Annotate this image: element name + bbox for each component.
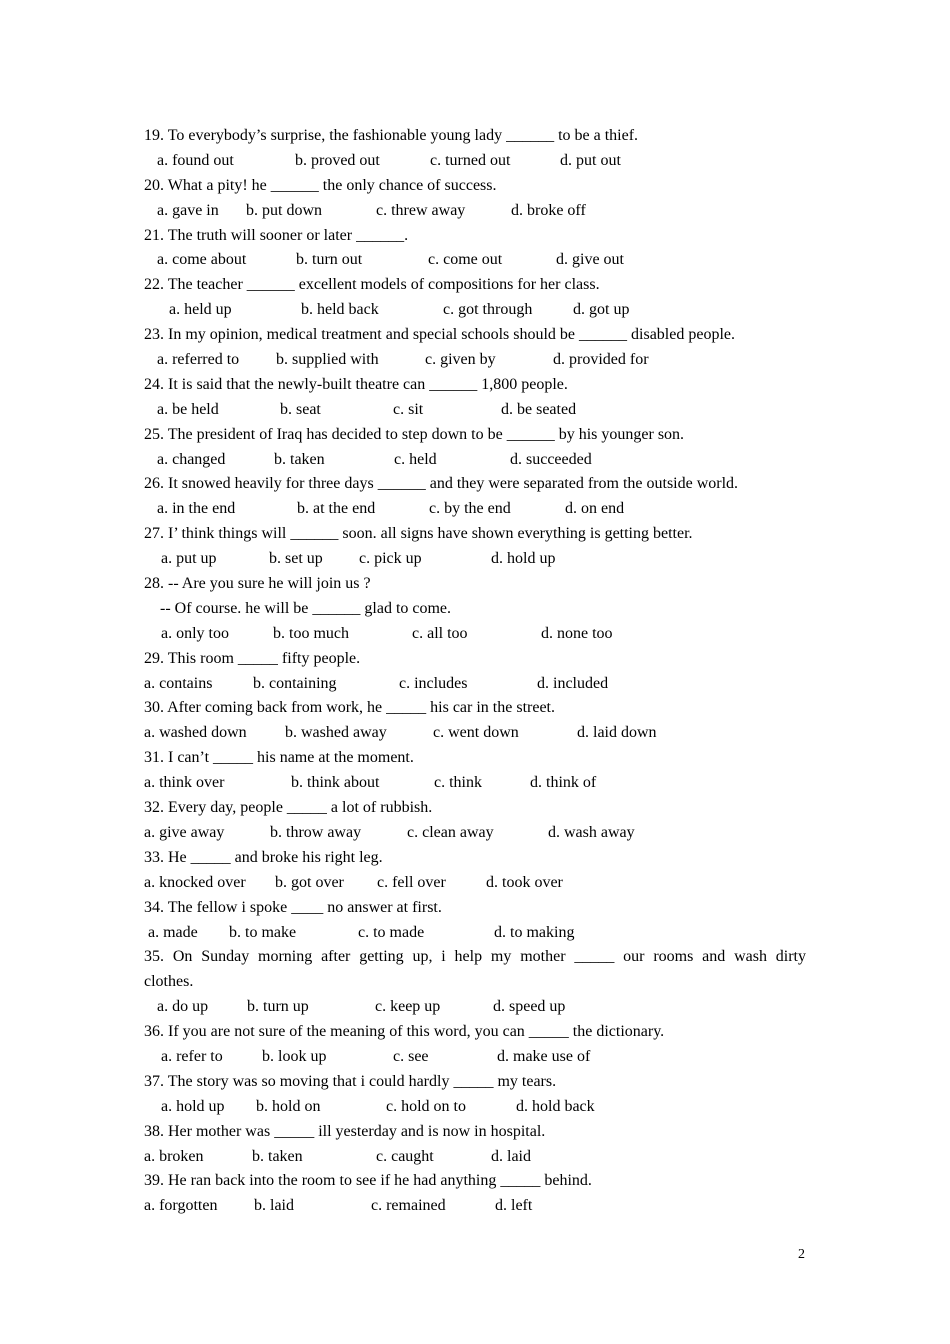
option-b: b. turn up xyxy=(247,998,309,1016)
option-a: a. changed xyxy=(157,450,226,468)
option-d: d. broke off xyxy=(511,201,586,219)
option-d: d. hold back xyxy=(516,1097,595,1115)
option-a: a. in the end xyxy=(157,500,236,518)
question-stem: 32. Every day, people _____ a lot of rubbish. xyxy=(144,799,433,817)
option-d: d. speed up xyxy=(493,998,566,1016)
option-d: d. succeeded xyxy=(510,450,592,468)
options-row xyxy=(144,497,806,522)
options-row xyxy=(144,398,806,423)
options-row xyxy=(144,248,806,273)
option-a: a. gave in xyxy=(157,201,219,219)
question-stem: 38. Her mother was _____ ill yesterday and is now in hospital. xyxy=(144,1122,546,1140)
option-c: c. remained xyxy=(371,1197,446,1215)
option-b: b. throw away xyxy=(270,823,362,841)
option-d: d. laid xyxy=(491,1147,531,1165)
option-b: b. got over xyxy=(275,873,344,891)
options-row xyxy=(144,1194,806,1219)
option-a: a. only too xyxy=(161,624,229,642)
option-b: b. think about xyxy=(291,774,380,792)
option-c: c. sit xyxy=(393,400,424,418)
option-a: a. forgotten xyxy=(144,1197,218,1215)
question-stem: 26. It snowed heavily for three days ______ and they were separated from the outside world. xyxy=(144,475,739,493)
option-d: d. took over xyxy=(486,873,563,891)
options-row xyxy=(144,199,806,224)
option-c: c. pick up xyxy=(359,550,422,568)
option-b: b. too much xyxy=(273,624,349,642)
question-stem: 24. It is said that the newly-built theatre can ______ 1,800 people. xyxy=(144,375,568,393)
question-stem: 20. What a pity! he ______ the only chance of success. xyxy=(144,176,497,194)
option-c: c. threw away xyxy=(376,201,466,219)
option-c: c. turned out xyxy=(430,151,511,169)
option-b: b. hold on xyxy=(256,1097,321,1115)
option-c: c. come out xyxy=(428,251,503,269)
options-row xyxy=(144,1145,806,1170)
option-c: c. held xyxy=(394,450,437,468)
option-c: c. to made xyxy=(358,923,425,941)
option-c: c. hold on to xyxy=(386,1097,466,1115)
option-d: d. make use of xyxy=(497,1047,591,1065)
question-stem: 30. After coming back from work, he _____ his car in the street. xyxy=(144,699,555,717)
option-b: b. taken xyxy=(274,450,325,468)
question-stem: 22. The teacher ______ excellent models of compositions for her class. xyxy=(144,276,600,294)
option-c: c. caught xyxy=(376,1147,434,1165)
option-a: a. refer to xyxy=(161,1047,223,1065)
option-a: a. hold up xyxy=(161,1097,225,1115)
question-stem-continuation: -- Of course. he will be ______ glad to come. xyxy=(160,599,452,617)
option-c: c. given by xyxy=(425,351,496,369)
option-a: a. made xyxy=(148,923,198,941)
option-d: d. to making xyxy=(494,923,575,941)
question-stem: 25. The president of Iraq has decided to step down to be ______ by his younger son. xyxy=(144,425,685,443)
option-d: d. left xyxy=(495,1197,533,1215)
option-b: b. containing xyxy=(253,674,337,692)
option-d: d. included xyxy=(537,674,609,692)
option-b: b. washed away xyxy=(285,724,387,742)
options-row xyxy=(144,871,806,896)
option-b: b. turn out xyxy=(296,251,363,269)
options-row xyxy=(144,448,806,473)
option-b: b. put down xyxy=(246,201,322,219)
option-b: b. proved out xyxy=(295,151,380,169)
option-b: b. seat xyxy=(280,400,321,418)
options-row xyxy=(144,821,806,846)
option-b: b. set up xyxy=(269,550,323,568)
option-a: a. give away xyxy=(144,823,225,841)
options-row xyxy=(144,149,806,174)
question-stem: 34. The fellow i spoke ____ no answer at first. xyxy=(144,898,442,916)
option-a: a. broken xyxy=(144,1147,204,1165)
option-a: a. come about xyxy=(157,251,247,269)
question-stem: 29. This room _____ fifty people. xyxy=(144,649,361,667)
option-c: c. includes xyxy=(399,674,468,692)
options-row xyxy=(144,771,806,796)
option-b: b. to make xyxy=(229,923,297,941)
option-c: c. keep up xyxy=(375,998,441,1016)
option-b: b. held back xyxy=(301,301,379,319)
option-a: a. referred to xyxy=(157,351,240,369)
option-c: c. clean away xyxy=(407,823,494,841)
question-stem: 36. If you are not sure of the meaning of this word, you can _____ the dictionary. xyxy=(144,1023,665,1041)
option-b: b. laid xyxy=(254,1197,294,1215)
question-stem: 39. He ran back into the room to see if he had anything _____ behind. xyxy=(144,1172,592,1190)
option-b: b. at the end xyxy=(297,500,376,518)
option-d: d. wash away xyxy=(548,823,635,841)
options-row xyxy=(144,622,806,647)
options-row xyxy=(144,995,806,1020)
option-a: a. found out xyxy=(157,151,234,169)
options-row xyxy=(144,547,806,572)
option-c: c. went down xyxy=(433,724,519,742)
question-list xyxy=(144,124,806,1219)
option-a: a. held up xyxy=(169,301,232,319)
option-a: a. washed down xyxy=(144,724,247,742)
option-b: b. look up xyxy=(262,1047,327,1065)
question-stem: 27. I’ think things will ______ soon. all signs have shown everything is getting better. xyxy=(144,525,693,543)
option-a: a. think over xyxy=(144,774,225,792)
question-stem: 35. On Sunday morning after getting up, i help my mother _____ our rooms and wash dirty xyxy=(144,948,806,966)
options-row xyxy=(144,298,806,323)
option-a: a. put up xyxy=(161,550,217,568)
option-d: d. think of xyxy=(530,774,597,792)
options-row xyxy=(144,348,806,373)
question-stem-continuation: clothes. xyxy=(144,973,194,991)
options-row xyxy=(144,672,806,697)
option-c: c. by the end xyxy=(429,500,511,518)
option-c: c. think xyxy=(434,774,482,792)
option-a: a. be held xyxy=(157,400,219,418)
question-stem: 31. I can’t _____ his name at the moment. xyxy=(144,749,414,767)
options-row xyxy=(144,1045,806,1070)
option-c: c. fell over xyxy=(377,873,446,891)
option-a: a. do up xyxy=(157,998,209,1016)
option-c: c. see xyxy=(393,1047,429,1065)
question-stem: 28. -- Are you sure he will join us ? xyxy=(144,575,371,593)
option-d: d. give out xyxy=(556,251,624,269)
option-d: d. provided for xyxy=(553,351,649,369)
option-d: d. be seated xyxy=(501,400,577,418)
question-stem: 33. He _____ and broke his right leg. xyxy=(144,848,383,866)
question-stem: 21. The truth will sooner or later ______. xyxy=(144,226,409,244)
question-stem: 23. In my opinion, medical treatment and special schools should be ______ disabled people. xyxy=(144,326,735,344)
question-stem: 19. To everybody’s surprise, the fashionable young lady ______ to be a thief. xyxy=(144,127,639,144)
option-c: c. all too xyxy=(412,624,468,642)
options-row xyxy=(144,921,806,946)
option-a: a. contains xyxy=(144,674,213,692)
options-row xyxy=(144,721,806,746)
option-b: b. taken xyxy=(252,1147,303,1165)
option-d: d. hold up xyxy=(491,550,556,568)
options-row xyxy=(144,1095,806,1120)
option-d: d. got up xyxy=(573,301,630,319)
option-c: c. got through xyxy=(443,301,533,319)
option-d: d. none too xyxy=(541,624,613,642)
option-d: d. put out xyxy=(560,151,621,169)
question-stem: 37. The story was so moving that i could hardly _____ my tears. xyxy=(144,1072,557,1090)
option-d: d. on end xyxy=(565,500,625,518)
option-d: d. laid down xyxy=(577,724,657,742)
option-a: a. knocked over xyxy=(144,873,246,891)
option-b: b. supplied with xyxy=(276,351,379,369)
page-number: 2 xyxy=(798,1247,805,1262)
